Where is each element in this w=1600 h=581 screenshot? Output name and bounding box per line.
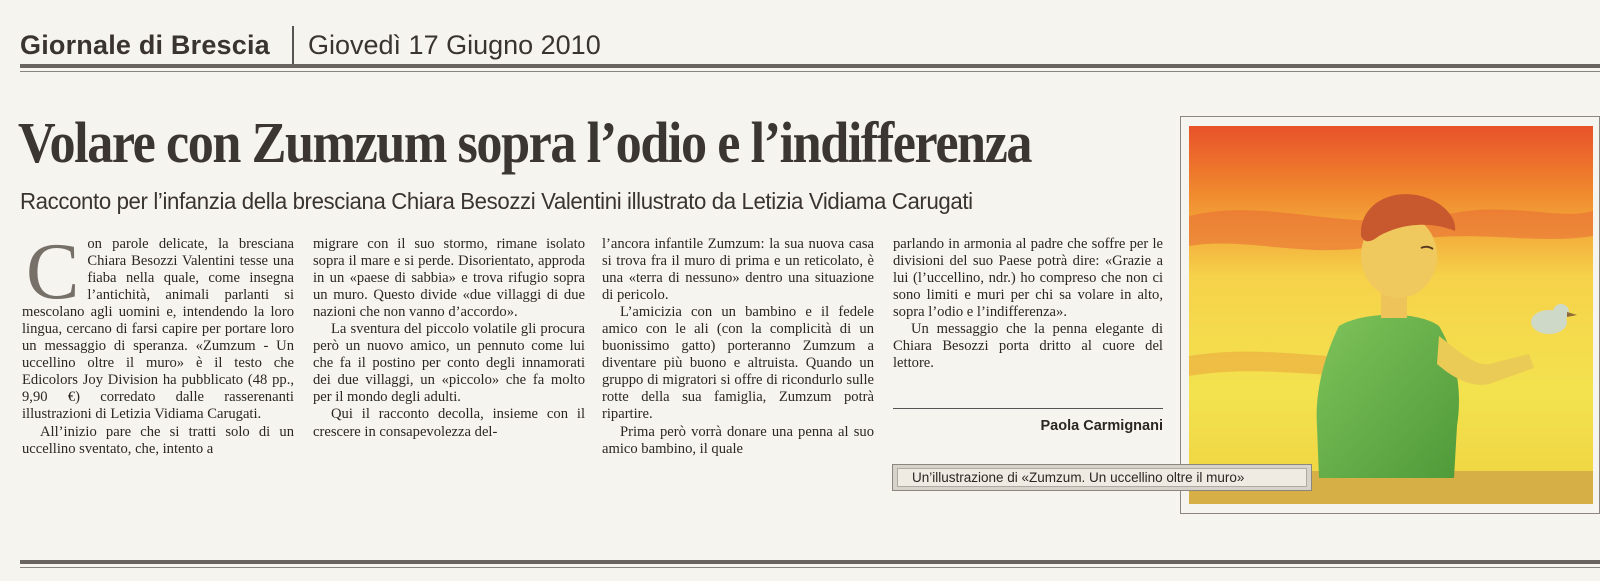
signature-rule <box>893 408 1163 409</box>
bottom-rule <box>20 560 1600 564</box>
paragraph: Un messaggio che la penna elegante di Chiara Besozzi porta dritto al cuore del lettore. <box>893 321 1163 372</box>
top-rule <box>20 64 1600 68</box>
paragraph: L’amicizia con un bambino e il fedele amico con le ali (con la complicità di un buonissimo gatto) porteranno Zumzum a diventare più buono e altruista. Quando un gruppo di migratori si offre di ricondurlo sulle rotte della sua famiglia, Zumzum potrà ripartire. <box>602 304 874 423</box>
illustration-caption: Un’illustrazione di «Zumzum. Un uccellino oltre il muro» <box>897 468 1307 487</box>
masthead <box>20 26 1600 66</box>
paragraph: l’ancora infantile Zumzum: la sua nuova casa si trova fra il muro di prima e un reticolato, è una «terra di nessuno» dentro una situazione di pericolo. <box>602 236 874 304</box>
text-column-3 <box>602 236 874 458</box>
text-column-1 <box>22 228 294 458</box>
paragraph: migrare con il suo stormo, rimane isolato sopra il mare e si perde. Disorientato, approda in un «paese di sabbia» e trova rifugio sopra un muro. Questo divide «due villaggi di due nazioni che non vanno d’accordo». <box>313 236 585 321</box>
bottom-rule-thin <box>20 567 1600 568</box>
masthead-separator <box>292 26 294 66</box>
publication-date: Giovedì 17 Giugno 2010 <box>308 30 601 60</box>
paragraph: parlando in armonia al padre che soffre per le divisioni del suo Paese potrà dire: «Grazie a lui (l’uccellino, ndr.) ho compreso che non ci sono limiti e muri per chi sa volare in alto, sopra l’odio e l’indifferenza». <box>893 236 1163 321</box>
illustration-image <box>1189 126 1593 504</box>
paragraph: on parole delicate, la bresciana Chiara Besozzi Valentini tesse una fiaba nella quale, come insegna l’antichità, animali parlanti si mescolano agli uomini e, intendendo la loro lingua, cercano di farsi capire per portare loro un messaggio di speranza. «Zumzum - Un uccellino oltre il muro» è il testo che Edicolors Joy Division ha pubblicato (48 pp., 9,90 €) corredato dalle rasserenanti illustrazioni di Letizia Vidiama Carugati. <box>22 236 294 423</box>
drop-cap: C <box>26 228 80 316</box>
article-headline: Volare con Zumzum sopra l’odio e l’indifferenza <box>18 110 1032 175</box>
paragraph: All’inizio pare che si tratti solo di un uccellino sventato, che, intento a <box>22 423 294 457</box>
illustration-caption-box <box>892 464 1312 491</box>
illustration-frame <box>1180 116 1600 514</box>
top-rule-thin <box>20 71 1600 72</box>
paragraph: Prima però vorrà donare una penna al suo amico bambino, il quale <box>602 423 874 457</box>
text-column-4 <box>893 236 1163 372</box>
newspaper-name: Giornale di Brescia <box>20 30 270 60</box>
text-column-2 <box>313 236 585 441</box>
paragraph: Qui il racconto decolla, insieme con il crescere in consapevolezza del- <box>313 406 585 440</box>
paragraph: La sventura del piccolo volatile gli procura però un nuovo amico, un pennuto come lui che fa il postino per conto degli innamorati dei due villaggi, un «piccolo» che fa molto per il mondo degli adulti. <box>313 321 585 406</box>
article-subheadline: Racconto per l’infanzia della bresciana Chiara Besozzi Valentini illustrato da Letizia Vidiama Carugati <box>20 188 973 214</box>
author-signature: Paola Carmignani <box>1040 418 1163 434</box>
